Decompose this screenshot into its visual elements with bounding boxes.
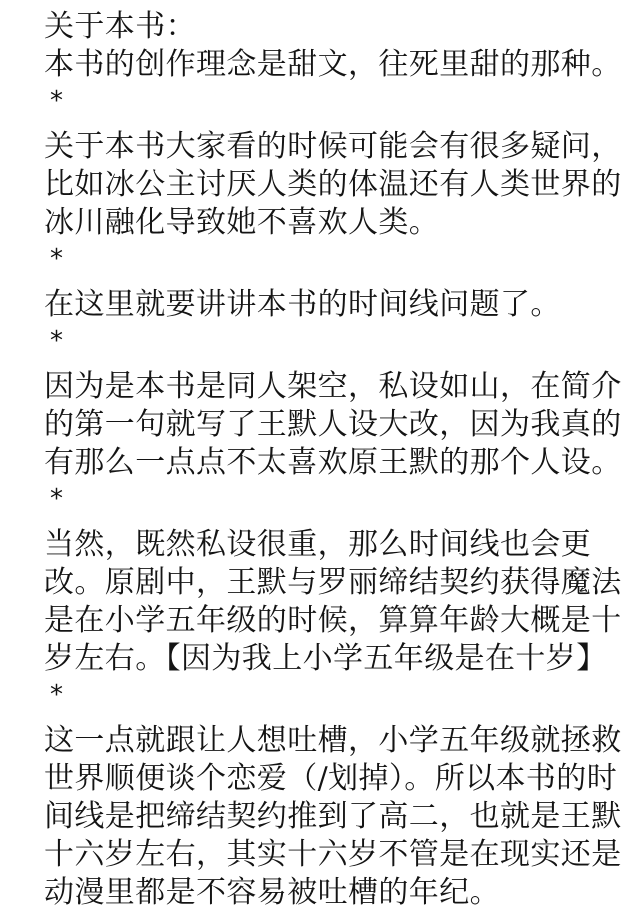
- section-title: 关于本书：: [44, 9, 196, 44]
- paragraph-line: 比如冰公主讨厌人类的体温还有人类世界的: [44, 167, 622, 202]
- paragraph-line: 十六岁左右，其实十六岁不管是在现实还是: [44, 837, 622, 872]
- paragraph-2: [44, 286, 618, 324]
- intro-line: 本书的创作理念是甜文，往死里甜的那种。: [44, 47, 622, 82]
- paragraph-line: 的第一句就写了王默人设大改，因为我真的: [44, 407, 622, 442]
- paragraph-line: 间线是把缔结契约推到了高二，也就是王默: [44, 799, 622, 834]
- separator-star: *: [50, 326, 64, 356]
- paragraph-line: 是在小学五年级的时候，算算年龄大概是十: [44, 603, 622, 638]
- paragraph-line: 世界顺便谈个恋爱（/划掉）。所以本书的时: [44, 761, 618, 796]
- paragraph-1: [44, 128, 622, 242]
- paragraph-line: 动漫里都是不容易被吐槽的年纪。: [44, 875, 500, 910]
- paragraph-line: 冰川融化导致她不喜欢人类。: [44, 205, 440, 240]
- separator-star: *: [50, 86, 64, 116]
- paragraph-3: [44, 368, 622, 482]
- paragraph-line: 因为是本书是同人架空，私设如山，在简介: [44, 369, 622, 404]
- paragraph-line: 岁左右。【因为我上小学五年级是在十岁】: [44, 641, 607, 676]
- paragraph-5: [44, 722, 622, 912]
- separator-star: *: [50, 484, 64, 514]
- paragraph-line: 关于本书大家看的时候可能会有很多疑问，: [44, 129, 622, 164]
- separator-star: *: [50, 680, 64, 710]
- paragraph-line: 在这里就要讲讲本书的时间线问题了。: [44, 287, 561, 322]
- separator-star: *: [50, 244, 64, 274]
- paragraph-line: 改。原剧中，王默与罗丽缔结契约获得魔法: [44, 565, 622, 600]
- paragraph-4: [44, 526, 622, 678]
- paragraph-line: 这一点就跟让人想吐槽，小学五年级就拯救: [44, 723, 622, 758]
- paragraph-line: 有那么一点点不太喜欢原王默的那个人设。: [44, 445, 622, 480]
- paragraph-line: 当然，既然私设很重，那么时间线也会更: [44, 527, 592, 562]
